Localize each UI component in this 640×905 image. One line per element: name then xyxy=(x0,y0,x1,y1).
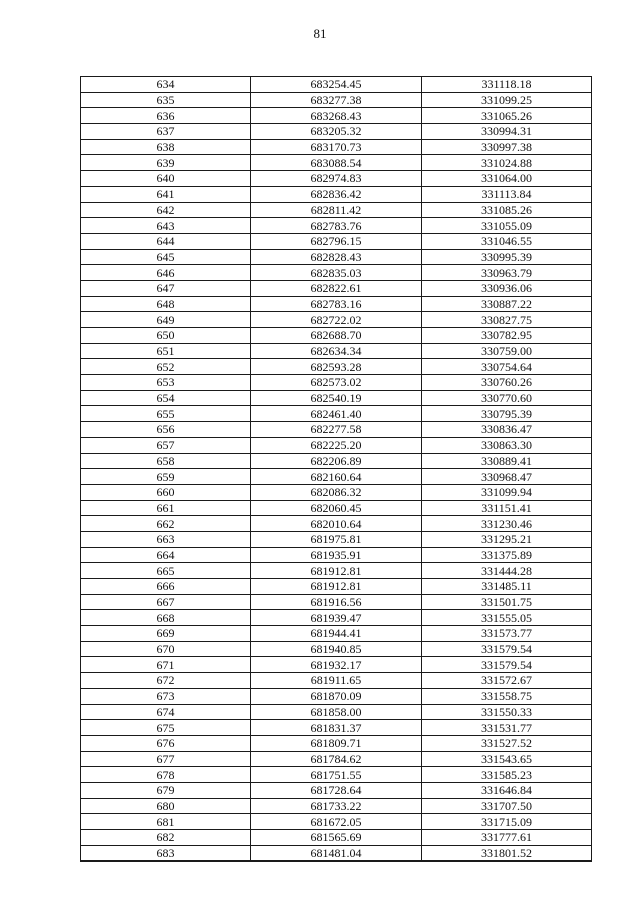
point-number-cell: 680 xyxy=(81,798,251,814)
point-number-cell: 679 xyxy=(81,782,251,798)
y-coordinate-cell: 331501.75 xyxy=(422,594,592,610)
table-row xyxy=(81,422,592,438)
point-number-cell: 665 xyxy=(81,563,251,579)
x-coordinate-cell: 681733.22 xyxy=(251,798,422,814)
table-row xyxy=(81,704,592,720)
table-row xyxy=(81,77,592,93)
table-row xyxy=(81,579,592,595)
x-coordinate-cell: 682086.32 xyxy=(251,484,422,500)
point-number-cell: 636 xyxy=(81,108,251,124)
point-number-cell: 640 xyxy=(81,171,251,187)
x-coordinate-cell: 681481.04 xyxy=(251,845,422,861)
y-coordinate-cell: 331579.54 xyxy=(422,657,592,673)
y-coordinate-cell: 331230.46 xyxy=(422,516,592,532)
point-number-cell: 661 xyxy=(81,500,251,516)
y-coordinate-cell: 330994.31 xyxy=(422,124,592,140)
table-row xyxy=(81,218,592,234)
y-coordinate-cell: 330795.39 xyxy=(422,406,592,422)
table-row xyxy=(81,688,592,704)
point-number-cell: 648 xyxy=(81,296,251,312)
y-coordinate-cell: 331801.52 xyxy=(422,845,592,861)
point-number-cell: 662 xyxy=(81,516,251,532)
point-number-cell: 641 xyxy=(81,186,251,202)
point-number-cell: 654 xyxy=(81,390,251,406)
y-coordinate-cell: 331099.94 xyxy=(422,484,592,500)
y-coordinate-cell: 331585.23 xyxy=(422,767,592,783)
y-coordinate-cell: 331531.77 xyxy=(422,720,592,736)
table-row xyxy=(81,124,592,140)
table-row xyxy=(81,437,592,453)
x-coordinate-cell: 682796.15 xyxy=(251,233,422,249)
point-number-cell: 669 xyxy=(81,626,251,642)
x-coordinate-cell: 682010.64 xyxy=(251,516,422,532)
table-row xyxy=(81,767,592,783)
x-coordinate-cell: 681916.56 xyxy=(251,594,422,610)
y-coordinate-cell: 330836.47 xyxy=(422,422,592,438)
point-number-cell: 645 xyxy=(81,249,251,265)
point-number-cell: 682 xyxy=(81,830,251,846)
x-coordinate-cell: 681672.05 xyxy=(251,814,422,830)
y-coordinate-cell: 331444.28 xyxy=(422,563,592,579)
table-row xyxy=(81,328,592,344)
y-coordinate-cell: 330770.60 xyxy=(422,390,592,406)
x-coordinate-cell: 681809.71 xyxy=(251,735,422,751)
x-coordinate-cell: 681911.65 xyxy=(251,673,422,689)
point-number-cell: 677 xyxy=(81,751,251,767)
y-coordinate-cell: 330782.95 xyxy=(422,328,592,344)
x-coordinate-cell: 682461.40 xyxy=(251,406,422,422)
point-number-cell: 649 xyxy=(81,312,251,328)
point-number-cell: 653 xyxy=(81,375,251,391)
table-row xyxy=(81,657,592,673)
table-row xyxy=(81,375,592,391)
y-coordinate-cell: 330827.75 xyxy=(422,312,592,328)
table-row xyxy=(81,782,592,798)
y-coordinate-cell: 330968.47 xyxy=(422,469,592,485)
point-number-cell: 637 xyxy=(81,124,251,140)
y-coordinate-cell: 331573.77 xyxy=(422,626,592,642)
table-row xyxy=(81,830,592,846)
table-row xyxy=(81,453,592,469)
point-number-cell: 675 xyxy=(81,720,251,736)
x-coordinate-cell: 681932.17 xyxy=(251,657,422,673)
table-row xyxy=(81,751,592,767)
table-row xyxy=(81,265,592,281)
y-coordinate-cell: 330936.06 xyxy=(422,280,592,296)
y-coordinate-cell: 331646.84 xyxy=(422,782,592,798)
x-coordinate-cell: 681939.47 xyxy=(251,610,422,626)
x-coordinate-cell: 682060.45 xyxy=(251,500,422,516)
y-coordinate-cell: 330863.30 xyxy=(422,437,592,453)
y-coordinate-cell: 330759.00 xyxy=(422,343,592,359)
y-coordinate-cell: 331085.26 xyxy=(422,202,592,218)
y-coordinate-cell: 331555.05 xyxy=(422,610,592,626)
x-coordinate-cell: 681944.41 xyxy=(251,626,422,642)
y-coordinate-cell: 330754.64 xyxy=(422,359,592,375)
y-coordinate-cell: 331485.11 xyxy=(422,579,592,595)
point-number-cell: 658 xyxy=(81,453,251,469)
x-coordinate-cell: 683170.73 xyxy=(251,139,422,155)
coordinates-table xyxy=(80,76,592,862)
point-number-cell: 664 xyxy=(81,547,251,563)
table-row xyxy=(81,359,592,375)
x-coordinate-cell: 683254.45 xyxy=(251,77,422,93)
table-row xyxy=(81,296,592,312)
x-coordinate-cell: 683268.43 xyxy=(251,108,422,124)
table-row xyxy=(81,233,592,249)
y-coordinate-cell: 331064.00 xyxy=(422,171,592,187)
y-coordinate-cell: 331579.54 xyxy=(422,641,592,657)
point-number-cell: 671 xyxy=(81,657,251,673)
table-row xyxy=(81,641,592,657)
point-number-cell: 681 xyxy=(81,814,251,830)
table-row xyxy=(81,798,592,814)
point-number-cell: 666 xyxy=(81,579,251,595)
table-row xyxy=(81,92,592,108)
point-number-cell: 643 xyxy=(81,218,251,234)
table-row xyxy=(81,735,592,751)
x-coordinate-cell: 681940.85 xyxy=(251,641,422,657)
y-coordinate-cell: 331099.25 xyxy=(422,92,592,108)
x-coordinate-cell: 681935.91 xyxy=(251,547,422,563)
y-coordinate-cell: 331543.65 xyxy=(422,751,592,767)
point-number-cell: 674 xyxy=(81,704,251,720)
point-number-cell: 634 xyxy=(81,77,251,93)
x-coordinate-cell: 682783.16 xyxy=(251,296,422,312)
point-number-cell: 655 xyxy=(81,406,251,422)
y-coordinate-cell: 330995.39 xyxy=(422,249,592,265)
table-row xyxy=(81,155,592,171)
table-row xyxy=(81,626,592,642)
y-coordinate-cell: 331550.33 xyxy=(422,704,592,720)
x-coordinate-cell: 683205.32 xyxy=(251,124,422,140)
point-number-cell: 656 xyxy=(81,422,251,438)
y-coordinate-cell: 330889.41 xyxy=(422,453,592,469)
table-row xyxy=(81,563,592,579)
point-number-cell: 660 xyxy=(81,484,251,500)
x-coordinate-cell: 682160.64 xyxy=(251,469,422,485)
table-row xyxy=(81,720,592,736)
y-coordinate-cell: 331295.21 xyxy=(422,531,592,547)
x-coordinate-cell: 682540.19 xyxy=(251,390,422,406)
table-row xyxy=(81,594,592,610)
table-row xyxy=(81,547,592,563)
x-coordinate-cell: 681912.81 xyxy=(251,563,422,579)
point-number-cell: 650 xyxy=(81,328,251,344)
point-number-cell: 644 xyxy=(81,233,251,249)
point-number-cell: 657 xyxy=(81,437,251,453)
table-row xyxy=(81,280,592,296)
y-coordinate-cell: 331572.67 xyxy=(422,673,592,689)
table-row xyxy=(81,202,592,218)
table-row xyxy=(81,186,592,202)
y-coordinate-cell: 330963.79 xyxy=(422,265,592,281)
y-coordinate-cell: 331113.84 xyxy=(422,186,592,202)
x-coordinate-cell: 682688.70 xyxy=(251,328,422,344)
point-number-cell: 670 xyxy=(81,641,251,657)
y-coordinate-cell: 331707.50 xyxy=(422,798,592,814)
table-row xyxy=(81,343,592,359)
table-row xyxy=(81,845,592,861)
table-row xyxy=(81,814,592,830)
coordinates-table-body xyxy=(81,77,592,862)
x-coordinate-cell: 682783.76 xyxy=(251,218,422,234)
y-coordinate-cell: 331777.61 xyxy=(422,830,592,846)
y-coordinate-cell: 330997.38 xyxy=(422,139,592,155)
point-number-cell: 646 xyxy=(81,265,251,281)
x-coordinate-cell: 682811.42 xyxy=(251,202,422,218)
point-number-cell: 668 xyxy=(81,610,251,626)
x-coordinate-cell: 681565.69 xyxy=(251,830,422,846)
table-row xyxy=(81,500,592,516)
x-coordinate-cell: 682573.02 xyxy=(251,375,422,391)
x-coordinate-cell: 682836.42 xyxy=(251,186,422,202)
point-number-cell: 639 xyxy=(81,155,251,171)
table-row xyxy=(81,484,592,500)
x-coordinate-cell: 681912.81 xyxy=(251,579,422,595)
point-number-cell: 676 xyxy=(81,735,251,751)
point-number-cell: 667 xyxy=(81,594,251,610)
point-number-cell: 683 xyxy=(81,845,251,861)
x-coordinate-cell: 681728.64 xyxy=(251,782,422,798)
x-coordinate-cell: 682593.28 xyxy=(251,359,422,375)
x-coordinate-cell: 682206.89 xyxy=(251,453,422,469)
point-number-cell: 651 xyxy=(81,343,251,359)
table-row xyxy=(81,171,592,187)
point-number-cell: 638 xyxy=(81,139,251,155)
point-number-cell: 672 xyxy=(81,673,251,689)
point-number-cell: 663 xyxy=(81,531,251,547)
x-coordinate-cell: 681858.00 xyxy=(251,704,422,720)
x-coordinate-cell: 682634.34 xyxy=(251,343,422,359)
x-coordinate-cell: 683277.38 xyxy=(251,92,422,108)
point-number-cell: 678 xyxy=(81,767,251,783)
y-coordinate-cell: 331715.09 xyxy=(422,814,592,830)
point-number-cell: 647 xyxy=(81,280,251,296)
table-row xyxy=(81,390,592,406)
x-coordinate-cell: 682822.61 xyxy=(251,280,422,296)
y-coordinate-cell: 330887.22 xyxy=(422,296,592,312)
y-coordinate-cell: 331151.41 xyxy=(422,500,592,516)
x-coordinate-cell: 681870.09 xyxy=(251,688,422,704)
table-row xyxy=(81,516,592,532)
x-coordinate-cell: 681751.55 xyxy=(251,767,422,783)
point-number-cell: 673 xyxy=(81,688,251,704)
x-coordinate-cell: 683088.54 xyxy=(251,155,422,171)
x-coordinate-cell: 682277.58 xyxy=(251,422,422,438)
y-coordinate-cell: 331118.18 xyxy=(422,77,592,93)
x-coordinate-cell: 681784.62 xyxy=(251,751,422,767)
page-number: 81 xyxy=(313,26,327,41)
table-row xyxy=(81,610,592,626)
point-number-cell: 642 xyxy=(81,202,251,218)
y-coordinate-cell: 331527.52 xyxy=(422,735,592,751)
x-coordinate-cell: 682828.43 xyxy=(251,249,422,265)
table-row xyxy=(81,312,592,328)
y-coordinate-cell: 331558.75 xyxy=(422,688,592,704)
x-coordinate-cell: 682974.83 xyxy=(251,171,422,187)
y-coordinate-cell: 331065.26 xyxy=(422,108,592,124)
x-coordinate-cell: 682225.20 xyxy=(251,437,422,453)
y-coordinate-cell: 331375.89 xyxy=(422,547,592,563)
y-coordinate-cell: 331055.09 xyxy=(422,218,592,234)
y-coordinate-cell: 331046.55 xyxy=(422,233,592,249)
table-row xyxy=(81,249,592,265)
table-row xyxy=(81,469,592,485)
y-coordinate-cell: 330760.26 xyxy=(422,375,592,391)
table-row xyxy=(81,108,592,124)
point-number-cell: 652 xyxy=(81,359,251,375)
table-row xyxy=(81,406,592,422)
x-coordinate-cell: 681975.81 xyxy=(251,531,422,547)
x-coordinate-cell: 682722.02 xyxy=(251,312,422,328)
point-number-cell: 659 xyxy=(81,469,251,485)
table-row xyxy=(81,673,592,689)
table-row xyxy=(81,531,592,547)
table-row xyxy=(81,139,592,155)
x-coordinate-cell: 681831.37 xyxy=(251,720,422,736)
y-coordinate-cell: 331024.88 xyxy=(422,155,592,171)
x-coordinate-cell: 682835.03 xyxy=(251,265,422,281)
point-number-cell: 635 xyxy=(81,92,251,108)
